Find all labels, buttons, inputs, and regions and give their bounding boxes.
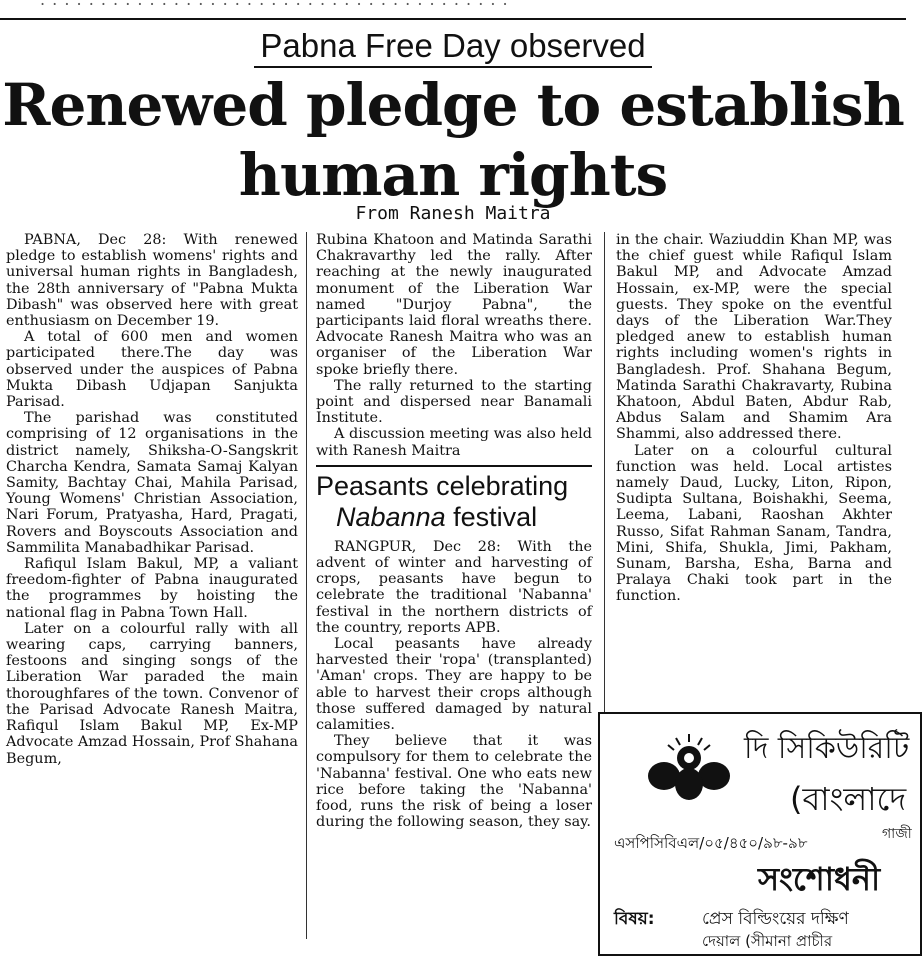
paragraph: in the chair. Waziuddin Khan MP, was the chief guest while Rafiqul Islam Bakul MP, and Advocate Amzad Hossain, ex-MP, were the special guests. They spoke on the eventful days of the Liberation War.They pledged anew to establish human rights including women's rights in Bangladesh. Prof. Shahana Begum, Matinda Sarathi Chakravarty, Rubina Khatoon, Abdul Baten, Abdur Rab, Abdus Salam and Shamim Ara Shammi, also addressed there. [616,232,892,443]
paragraph: Later on a colourful cultural function was held. Local artistes namely Daud, Lucky, Liton, Ripon, Sudipta Sultana, Boishakhi, Seema, Leema, Labani, Raoshan Akhter Russo, Sifat Rahman Sanam, Tandra, Mini, Shifa, Shukla, Jimi, Pakham, Sunam, Barsha, Esha, Barna and Pralaya Chaki took part in the function. [616,442,892,605]
paragraph: Rafiqul Islam Bakul, MP, a valiant freedom-fighter of Pabna inaugurated the programmes by hoisting the national flag in Pabna Town Hall. [6,556,298,621]
paragraph: The rally returned to the starting point and dispersed near Banamali Institute. [316,377,592,427]
paragraph: The parishad was constituted comprising of 12 organisations in the district namely, Shiksha-O-Sangskrit Charcha Kendra, Samata Samaj Kalyan Samity, Bachtay Chai, Mahila Parisad, Young Womens' Christian Association, Nari Forum, Pratyasha, Hard, Pragati, Rovers and Boyscouts Association and Sammilita Manabadhikar Parisad. [6,410,298,556]
subject-text: প্রেস বিল্ডিংয়ের দক্ষিণ [702,909,849,929]
reference-number: এসপিসিবিএল/০৫/৪৫০/৯৮-৯৮ [614,834,808,852]
paragraph: A discussion meeting was also held with Ranesh Maitra [316,426,592,459]
paragraph: PABNA, Dec 28: With renewed pledge to establish womens' rights and universal human rights in Bangladesh, the 28th anniversary of "Pabna Mukta Dibash" was observed here with great enthusiasm on December 19. [6,232,298,330]
notice-title: সংশোধনী [758,860,881,898]
article-headline [0,70,906,210]
column-2 [316,232,592,937]
sub-headline-rest: festival [445,501,538,532]
column-1 [6,232,298,937]
company-logo-icon [646,732,732,802]
company-location: গাজী [882,826,912,842]
paragraph: Later on a colourful rally with all wearing caps, carrying banners, festoons and singing songs of the Liberation War paraded the main thoroughfares of the town. Convenor of the Parisad Advocate Ranesh Maitra, Rafiqul Islam Bakul MP, Ex-MP Advocate Amzad Hossain, Prof Shahana Begum, [6,620,299,767]
company-name-line-1: দি সিকিউরিটি [744,731,910,766]
column-3 [616,232,892,702]
kicker-container [0,26,906,68]
paragraph: RANGPUR, Dec 28: With the advent of winter and harvesting of crops, peasants have begun to celebrate the traditional 'Nabanna' festival in the northern districts of the country, reports APB. [316,538,592,636]
subject-label: বিষয়: [614,909,655,929]
paragraph: Rubina Khatoon and Matinda Sarathi Chakravarthy led the rally. After reaching at the newly inaugurated monument of the Liberation War named "Durjoy Pabna", the participants laid floral wreaths there. Advocate Ranesh Maitra who was an organiser of the Liberation War spoke briefly there. [316,232,592,378]
headline-line-2: human rights [238,141,668,209]
advertisement-box [598,712,922,956]
cropped-text-fragment [40,0,509,9]
article-kicker: Pabna Free Day observed [254,26,651,68]
paragraph: Local peasants have already harvested their 'ropa' (transplanted) 'Aman' crops. They are happy to be able to harvest their crops although those suffered damaged by natural calamities. [316,636,592,734]
byline: From Ranesh Maitra [355,203,551,224]
paragraph: They believe that it was compulsory for them to celebrate the 'Nabanna' festival. One who eats new rice before taking the 'Nabanna' food, runs the risk of being a loser during the following season, they say. [316,733,592,831]
sub-headline-emphasis: Nabanna [336,501,446,532]
sub-headline-line-2 [316,502,592,533]
sub-article-headline [316,465,592,533]
company-name-line-2: (বাংলাদে [790,780,907,818]
subject-text-line-2: দেয়াল (সীমানা প্রাচীর [702,932,833,950]
headline-line-1: Renewed pledge to establish [2,71,904,139]
paragraph: A total of 600 men and women participated there.The day was observed under the auspices of Pabna Mukta Dibash Udjapan Sanjukta Parisad. [6,329,298,411]
previous-article-edge [0,0,906,20]
column-divider [306,232,307,939]
sub-headline-line-1: Peasants celebrating [316,470,569,501]
